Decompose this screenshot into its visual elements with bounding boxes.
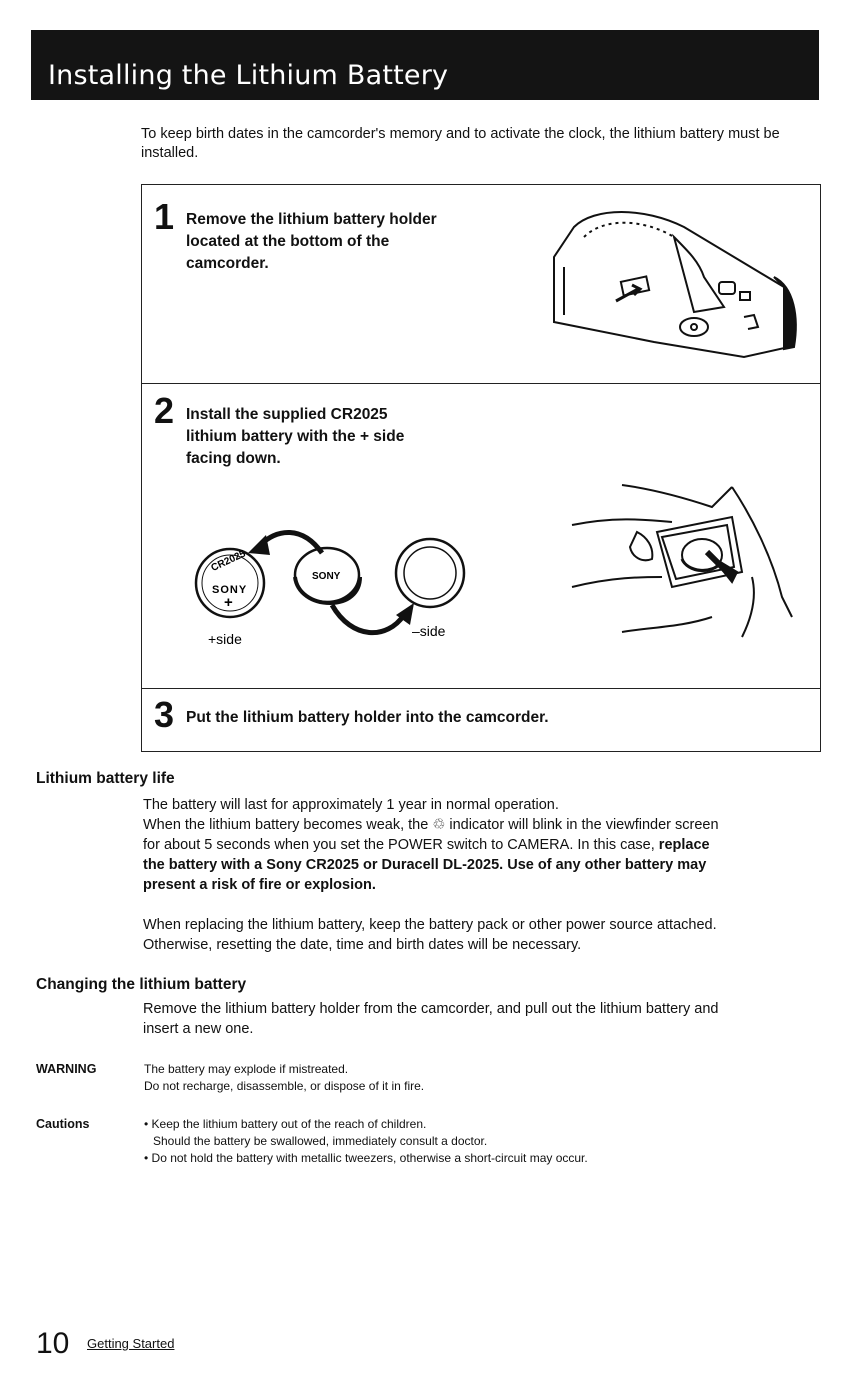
minus-side-label: –side: [412, 623, 446, 639]
changing-line: insert a new one.: [143, 1021, 254, 1037]
flip-arrow-lower: [332, 605, 404, 633]
battery-orientation-illustration: [182, 515, 482, 655]
intro-text: To keep birth dates in the camcorder's memory and to activate the clock, the lithium battery must be installed.: [141, 126, 780, 161]
step-2-text: [186, 404, 404, 470]
battery-life-paragraph: [143, 795, 823, 895]
battery-life-bold: replace: [658, 837, 710, 853]
battery-plus-symbol: +: [224, 594, 233, 611]
battery-minus-side: [396, 539, 464, 607]
caution-line: • Do not hold the battery with metallic tweezers, otherwise a short-circuit may occur.: [144, 1151, 588, 1165]
cautions-label: Cautions: [36, 1117, 90, 1131]
warning-label: WARNING: [36, 1062, 97, 1076]
changing-heading: Changing the lithium battery: [36, 976, 247, 993]
warning-text: [144, 1061, 794, 1095]
step-1-line: located at the bottom of the: [186, 233, 390, 250]
step-3-number: 3: [154, 694, 175, 735]
battery-life-line: for about 5 seconds when you set the POWER switch to CAMERA. In this case,: [143, 837, 655, 853]
step-3-text: Put the lithium battery holder into the camcorder.: [186, 709, 549, 726]
step-1-number: 1: [154, 196, 175, 237]
changing-paragraph: [143, 999, 823, 1039]
battery-life-bold-line: the battery with a Sony CR2025 or Duracell DL-2025. Use of any other battery may: [143, 857, 707, 873]
title-bar: [31, 30, 819, 100]
battery-brand-label: SONY: [212, 584, 248, 596]
battery-replace-line: When replacing the lithium battery, keep the battery pack or other power source attached.: [143, 917, 717, 933]
plus-side-label: +side: [208, 631, 242, 647]
battery-replace-paragraph: [143, 915, 823, 955]
step-2-line: Install the supplied CR2025: [186, 406, 388, 423]
step-2-number: 2: [154, 390, 175, 431]
battery-model-label: CR2025: [209, 548, 248, 574]
step-1-line: camcorder.: [186, 255, 269, 272]
section-name: Getting Started: [87, 1336, 175, 1351]
page-number: 10: [36, 1327, 70, 1360]
step-divider: [142, 688, 820, 689]
warning-line: The battery may explode if mistreated.: [144, 1062, 349, 1076]
step-1-line: Remove the lithium battery holder: [186, 211, 437, 228]
warning-line: Do not recharge, disassemble, or dispose of it in fire.: [144, 1079, 425, 1093]
step-2-line: facing down.: [186, 450, 281, 467]
battery-life-line: The battery will last for approximately 1 year in normal operation.: [143, 797, 559, 813]
battery-life-bold-line: present a risk of fire or explosion.: [143, 877, 376, 893]
cautions-text: [144, 1116, 794, 1167]
battery-holder-hand-illustration: [562, 477, 802, 647]
battery-brand-tilted: SONY: [312, 571, 341, 582]
battery-life-heading: Lithium battery life: [36, 770, 175, 787]
step-divider: [142, 383, 820, 384]
battery-replace-line: Otherwise, resetting the date, time and birth dates will be necessary.: [143, 937, 582, 953]
changing-line: Remove the lithium battery holder from the camcorder, and pull out the lithium battery and: [143, 1001, 719, 1017]
steps-box: [141, 184, 821, 752]
step-2-line: lithium battery with the + side: [186, 428, 405, 445]
page-title: Installing the Lithium Battery: [48, 60, 449, 91]
battery-plus-side: [196, 548, 264, 617]
battery-flipping: [295, 548, 360, 603]
camcorder-bottom-illustration: [534, 197, 814, 377]
caution-line: • Keep the lithium battery out of the reach of children.: [144, 1117, 427, 1131]
battery-life-line: When the lithium battery becomes weak, the ♲ indicator will blink in the viewfinder screen: [143, 817, 719, 833]
caution-line: Should the battery be swallowed, immediately consult a doctor.: [153, 1134, 488, 1148]
step-1-text: [186, 209, 437, 275]
